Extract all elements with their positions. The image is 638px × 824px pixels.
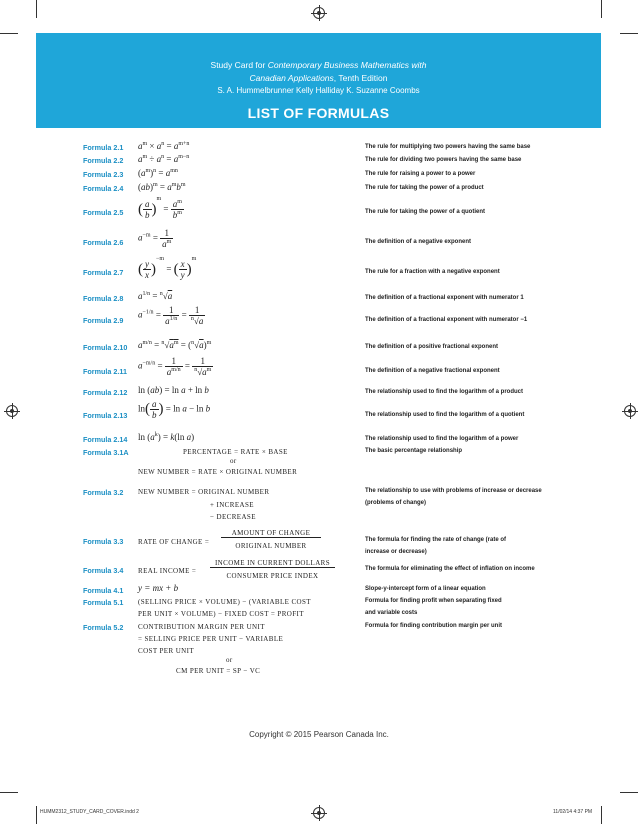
banner-line1: Study Card for Contemporary Business Mathematics with: [210, 60, 427, 70]
formula-description: The definition of a fractional exponent with numerator 1: [365, 295, 524, 301]
formula-description: Formula for finding contribution margin per unit: [365, 623, 502, 629]
formula-description: Formula for finding profit when separating fixed: [365, 598, 502, 604]
crop-mark: [36, 806, 37, 824]
formula-text: (SELLING PRICE × VOLUME) − (VARIABLE COST: [138, 598, 311, 606]
formula-label: Formula 3.1A: [83, 448, 129, 457]
formula-label: Formula 2.12: [83, 388, 128, 397]
formula-label: Formula 4.1: [83, 586, 124, 595]
banner-line2: Canadian Applications, Tenth Edition: [249, 73, 388, 83]
crop-mark: [601, 806, 602, 824]
formula-text: CONTRIBUTION MARGIN PER UNIT: [138, 623, 265, 631]
formula-expression: $a^{1/n} = ^n√a$: [138, 291, 173, 301]
formula-label: Formula 3.2: [83, 488, 124, 497]
formula-expression: $a^{-m}$ = $\frac{1}{a^m}$: [138, 228, 172, 249]
registration-mark-icon: [313, 7, 325, 19]
formula-expression: $a^m \div a^n = a^{m-n}$: [138, 154, 190, 164]
crop-mark: [0, 33, 18, 34]
formula-description: The rule for taking the power of a quotient: [365, 209, 486, 215]
formula-label: Formula 2.7: [83, 268, 124, 277]
title-banner: [36, 33, 601, 128]
formula-description: The rule for taking the power of a product: [365, 185, 484, 191]
formula-description: The relationship used to find the logarithm of a quotient: [365, 412, 525, 418]
formula-expression: ( $\frac{y}{x}$ )$^{-m}$ = ( $\frac{x}{y}$ )$^m$: [138, 256, 197, 281]
formula-label: Formula 2.3: [83, 170, 124, 179]
formula-description: The definition of a negative exponent: [365, 239, 472, 245]
formula-expression: ln (ab) = ln a + ln b: [138, 385, 209, 395]
formula-denominator: ORIGINAL NUMBER: [235, 542, 307, 550]
registration-mark-icon: [624, 405, 636, 417]
copyright-notice: Copyright © 2015 Pearson Canada Inc.: [249, 730, 389, 739]
formula-or: or: [230, 457, 237, 465]
formula-label: Formula 5.1: [83, 598, 124, 607]
formula-label: Formula 2.8: [83, 294, 124, 303]
formula-text: PERCENTAGE = RATE × BASE: [183, 448, 288, 456]
formula-label: Formula 2.2: [83, 156, 124, 165]
formula-text: PER UNIT × VOLUME) − FIXED COST = PROFIT: [138, 610, 304, 618]
formula-description: The definition of a negative fractional exponent: [365, 368, 500, 374]
formula-expression: $(ab)^m = a^mb^m$: [138, 182, 186, 192]
formula-label: Formula 2.13: [83, 411, 128, 420]
formula-expression: $\ln (a^k) = k(\ln$ a): [138, 432, 195, 442]
formula-description: The rule for multiplying two powers having the same base: [365, 144, 531, 150]
crop-mark: [620, 33, 638, 34]
crop-mark: [601, 0, 602, 18]
formula-denominator: CONSUMER PRICE INDEX: [226, 572, 319, 580]
crop-mark: [36, 0, 37, 18]
registration-mark-icon: [313, 807, 325, 819]
formula-description: The rule for raising a power to a power: [365, 171, 476, 177]
formula-label: Formula 3.4: [83, 566, 124, 575]
formula-expression: $(a^m)^n = a^{mn}$: [138, 168, 178, 178]
crop-mark: [620, 792, 638, 793]
formula-numerator: AMOUNT OF CHANGE: [221, 529, 321, 538]
footer-filename: HUMM2312_STUDY_CARD_COVER.indd 2: [40, 809, 139, 815]
formula-description: The relationship used to find the logarithm of a power: [365, 436, 519, 442]
formula-label: Formula 2.10: [83, 343, 128, 352]
formula-description: The definition of a positive fractional exponent: [365, 344, 499, 350]
formula-label: Formula 5.2: [83, 623, 124, 632]
formula-description: The definition of a fractional exponent with numerator −1: [365, 317, 528, 323]
formula-label: Formula 2.11: [83, 367, 127, 376]
formula-text: NEW NUMBER = RATE × ORIGINAL NUMBER: [138, 468, 298, 476]
formula-description: The basic percentage relationship: [365, 448, 463, 454]
formula-description: The formula for eliminating the effect of inflation on income: [365, 566, 535, 572]
formula-expression: $a^{-m/n}$ = $\frac{1}{a^{m/n}}$ = $\frac{1}{^n√a^m}$: [138, 356, 212, 377]
formula-label: Formula 2.4: [83, 184, 124, 193]
formula-text: = SELLING PRICE PER UNIT − VARIABLE: [138, 635, 284, 643]
registration-mark-icon: [6, 405, 18, 417]
formula-text: − DECREASE: [210, 513, 256, 521]
page-title: LIST OF FORMULAS: [247, 105, 390, 121]
formula-label: Formula 2.9: [83, 316, 124, 325]
formula-description: The rule for a fraction with a negative exponent: [365, 269, 500, 275]
formula-expression: ln( $\frac{a}{b}$ ) = ln a − ln b: [138, 399, 211, 420]
banner-authors: S. A. Hummelbrunner Kelly Halliday K. Suzanne Coombs: [217, 86, 420, 95]
formula-label: Formula 2.1: [83, 143, 124, 152]
formula-text: COST PER UNIT: [138, 647, 195, 655]
formula-label: Formula 3.3: [83, 537, 124, 546]
crop-mark: [0, 792, 18, 793]
formula-description: and variable costs: [365, 610, 418, 616]
footer-timestamp: 11/02/14 4:37 PM: [553, 809, 593, 815]
formula-or: or: [226, 656, 233, 664]
formula-description: The relationship used to find the logarithm of a product: [365, 389, 524, 395]
formula-expression: ( $\frac{a}{b}$ )$^m$ = $\frac{a^m}{b^m}$: [138, 196, 182, 221]
formula-text: + INCREASE: [210, 501, 254, 509]
formula-label: Formula 2.6: [83, 238, 124, 247]
formula-expression: $a^{-1/n}$ = $\frac{1}{a^{1/n}}$ = $\frac{1}{^n√a}$: [138, 305, 204, 326]
formula-expression: $a^m \times a^n = a^{m+n}$: [138, 141, 190, 151]
formula-text: NEW NUMBER = ORIGINAL NUMBER: [138, 488, 270, 496]
formula-description: The formula for finding the rate of change (rate of: [365, 537, 507, 543]
formula-label: Formula 2.14: [83, 435, 128, 444]
formula-description: The relationship to use with problems of increase or decrease: [365, 488, 542, 494]
formula-numerator: INCOME IN CURRENT DOLLARS: [210, 559, 335, 568]
formula-description: increase or decrease): [365, 549, 427, 555]
formula-expression: y = mx + b: [138, 583, 179, 593]
formula-text: CM PER UNIT = SP − VC: [176, 667, 261, 675]
formula-expression: $a^{m/n} = ^n√a^m = (^n√a)^m$: [138, 340, 212, 350]
formula-description: The rule for dividing two powers having the same base: [365, 157, 522, 163]
formula-text: RATE OF CHANGE =: [138, 538, 210, 546]
formula-description: Slope-y-intercept form of a linear equation: [365, 586, 486, 592]
formula-label: Formula 2.5: [83, 208, 124, 217]
formula-text: REAL INCOME =: [138, 567, 197, 575]
formula-description: (problems of change): [365, 500, 427, 506]
